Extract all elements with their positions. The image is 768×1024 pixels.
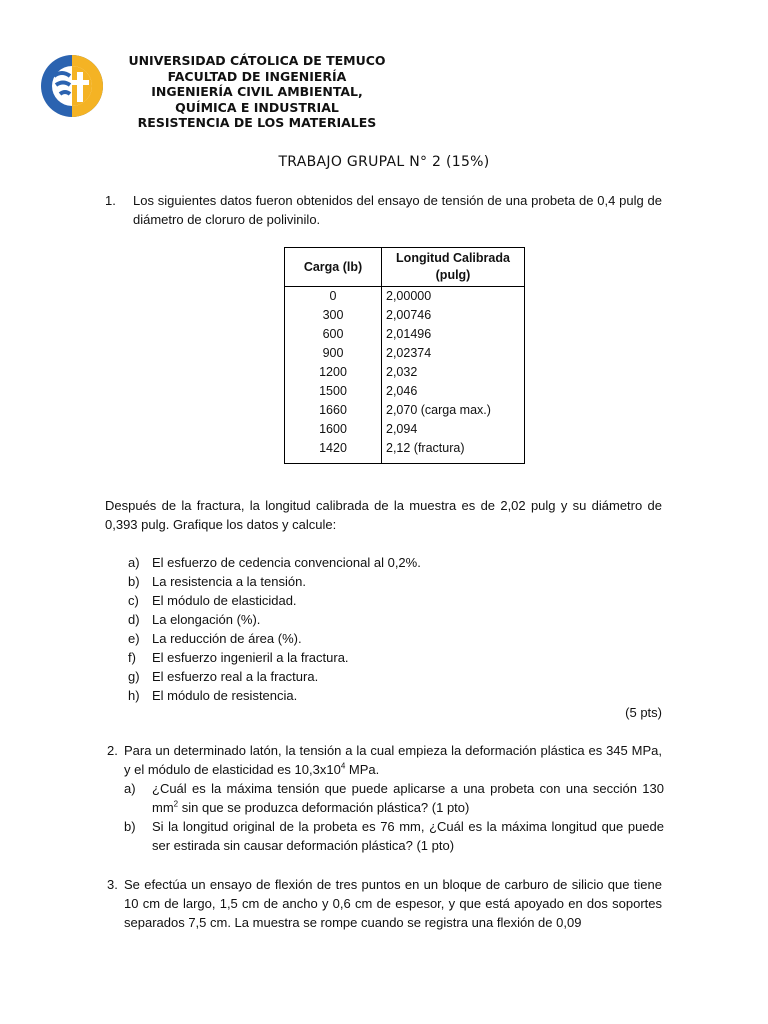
question-2-text-main: Para un determinado latón, la tensión a la cual empieza la deformación plástica es 345 MPa, y el módulo de elasticidad es 10,3x10 xyxy=(124,743,662,777)
table-row xyxy=(285,401,525,420)
list-item-text: El esfuerzo de cedencia convencional al 0,2%. xyxy=(152,555,421,570)
list-item xyxy=(128,572,664,591)
list-item-label: e) xyxy=(128,631,140,646)
question-3-text: Se efectúa un ensayo de flexión de tres puntos en un bloque de carburo de silicio que tiene 10 cm de largo, 1,5 cm de ancho y 0,6 cm de espesor, y que está apoyado en dos soportes separados 7,5 cm. La muestra se rompe cuando se registra una flexión de 0,09 xyxy=(124,877,662,930)
question-2-subitems xyxy=(124,779,664,855)
question-2-text xyxy=(124,741,662,779)
table-cell: 2,01496 xyxy=(382,325,525,344)
list-item-text: El esfuerzo ingenieril a la fractura. xyxy=(152,650,349,665)
list-item-text: La resistencia a la tensión. xyxy=(152,574,306,589)
list-item-label: h) xyxy=(128,688,140,703)
list-item-label: g) xyxy=(128,669,140,684)
table-cell: 600 xyxy=(285,325,382,344)
list-item-label: c) xyxy=(128,593,139,608)
table-cell: 2,070 (carga max.) xyxy=(382,401,525,420)
table-row xyxy=(285,344,525,363)
list-item-text: El módulo de elasticidad. xyxy=(152,593,297,608)
table-header-carga: Carga (lb) xyxy=(285,248,382,287)
table-cell: 2,00000 xyxy=(382,287,525,307)
exponent: 4 xyxy=(340,761,346,771)
table-cell: 1500 xyxy=(285,382,382,401)
table-cell: 900 xyxy=(285,344,382,363)
list-item xyxy=(124,817,664,855)
list-item xyxy=(128,591,664,610)
table-row xyxy=(285,325,525,344)
table-cell: 2,12 (fractura) xyxy=(382,439,525,464)
table-cell: 300 xyxy=(285,306,382,325)
list-item-label: a) xyxy=(124,781,136,796)
table-row xyxy=(285,306,525,325)
list-item xyxy=(124,779,664,817)
list-item xyxy=(128,667,664,686)
list-item-text: La reducción de área (%). xyxy=(152,631,302,646)
question-1-instructions: Después de la fractura, la longitud calibrada de la muestra es de 2,02 pulg y su diámetro de 0,393 pulg. Grafique los datos y calcule: xyxy=(105,498,662,532)
list-item-text xyxy=(152,779,664,817)
list-item-text-part: sin que se produzca deformación plástica? (1 pto) xyxy=(178,800,470,815)
header-line: INGENIERÍA CIVIL AMBIENTAL, xyxy=(151,84,363,99)
list-item-text: El esfuerzo real a la fractura. xyxy=(152,669,319,684)
list-item xyxy=(128,553,664,572)
list-item-text: La elongación (%). xyxy=(152,612,261,627)
list-item-label: b) xyxy=(128,574,140,589)
list-item-text: El módulo de resistencia. xyxy=(152,688,298,703)
table-cell: 1420 xyxy=(285,439,382,464)
list-item-label: f) xyxy=(128,650,136,665)
logo-cross xyxy=(77,72,83,102)
institution-header xyxy=(116,53,398,131)
table-cell: 2,094 xyxy=(382,420,525,439)
tension-data-table xyxy=(284,247,525,464)
list-item-text-part: ¿Cuál es la máxima tensión que puede aplicarse a una probeta con una sección 130 mm xyxy=(152,781,664,815)
exponent: 2 xyxy=(173,799,179,809)
question-1-subitems xyxy=(128,553,664,705)
list-item-text: Si la longitud original de la probeta es 76 mm, ¿Cuál es la máxima longitud que puede ser estirada sin causar deformación plástica? (1 pto) xyxy=(152,819,664,853)
list-item xyxy=(128,686,664,705)
header-line: UNIVERSIDAD CÁTOLICA DE TEMUCO xyxy=(128,53,386,68)
question-1-number: 1. xyxy=(105,193,116,208)
table-cell: 1660 xyxy=(285,401,382,420)
document-title: TRABAJO GRUPAL N° 2 (15%) xyxy=(278,154,490,170)
header-line: FACULTAD DE INGENIERÍA xyxy=(167,68,347,84)
question-3-number: 3. xyxy=(107,877,118,892)
header-line: RESISTENCIA DE LOS MATERIALES xyxy=(137,115,377,130)
table-cell: 0 xyxy=(285,287,382,307)
question-1-points: (5 pts) xyxy=(625,705,662,720)
question-1-text: Los siguientes datos fueron obtenidos del ensayo de tensión de una probeta de 0,4 pulg de diámetro de cloruro de polivinilo. xyxy=(133,193,662,227)
table-header-longitud: Longitud Calibrada (pulg) xyxy=(382,248,525,287)
table-row xyxy=(285,382,525,401)
table-cell: 2,02374 xyxy=(382,344,525,363)
table-row xyxy=(285,363,525,382)
list-item-label: b) xyxy=(124,819,136,834)
university-logo xyxy=(40,54,104,118)
header-line: QUÍMICA E INDUSTRIAL xyxy=(175,99,339,115)
question-2-number: 2. xyxy=(107,743,118,758)
table-cell: 2,00746 xyxy=(382,306,525,325)
table-cell: 1200 xyxy=(285,363,382,382)
question-2-text-end: MPa. xyxy=(345,762,380,777)
table-row xyxy=(285,420,525,439)
list-item-label: a) xyxy=(128,555,140,570)
list-item xyxy=(128,610,664,629)
list-item xyxy=(128,629,664,648)
table-row xyxy=(285,287,525,307)
list-item xyxy=(128,648,664,667)
table-cell: 2,046 xyxy=(382,382,525,401)
table-cell: 1600 xyxy=(285,420,382,439)
list-item-label: d) xyxy=(128,612,140,627)
table-cell: 2,032 xyxy=(382,363,525,382)
table-row xyxy=(285,439,525,464)
